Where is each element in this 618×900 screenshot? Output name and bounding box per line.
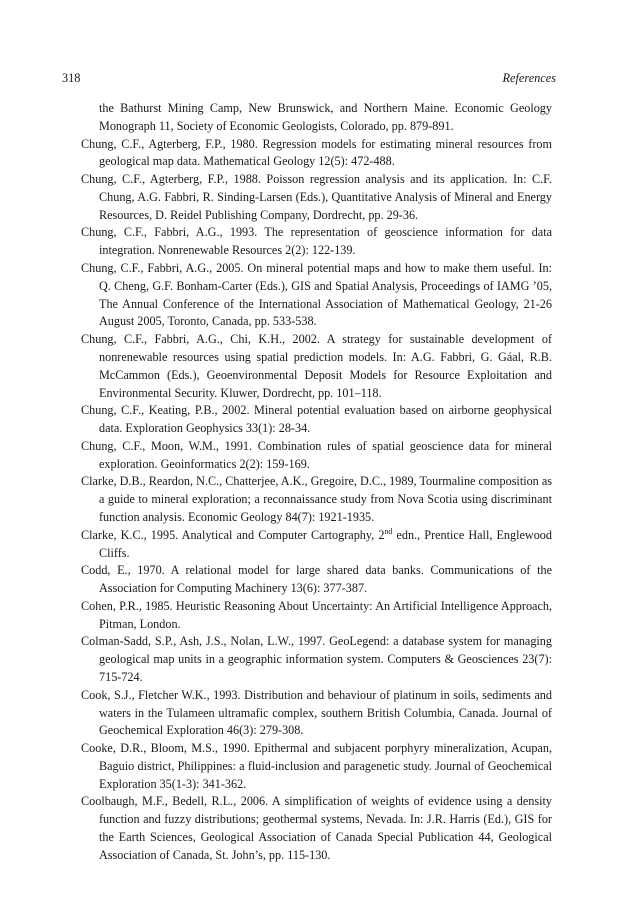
reference-entry: Chung, C.F., Keating, P.B., 2002. Mineral potential evaluation based on airborne geophysical data. Exploration Geophysics 33(1): 28-34. xyxy=(81,403,552,436)
reference-entry: Chung, C.F., Agterberg, F.P., 1988. Poisson regression analysis and its application. In: C.F. Chung, A.G. Fabbri, R. Sinding-Larsen (Eds.), Quantitative Analysis of Mineral and Energy Resources, D. Reidel Publishing Company, Dordrecht, pp. 29-36. xyxy=(81,172,552,222)
reference-entry: Codd, E., 1970. A relational model for large shared data banks. Communications of the Association for Computing Machinery 13(6): 377-387. xyxy=(81,563,552,596)
reference-entry: Chung, C.F., Agterberg, F.P., 1980. Regression models for estimating mineral resources from geological map data. Mathematical Geology 12(5): 472-488. xyxy=(81,136,552,169)
reference-entry: Chung, C.F., Fabbri, A.G., 2005. On mineral potential maps and how to make them useful. In: Q. Cheng, G.F. Bonham-Carter (Eds.), GIS and Spatial Analysis, Proceedings of IAMG ’05, The Annual Conference of the International Association of Mathematical Geology, 21-26 August 2005, Toronto, Canada, pp. 533-538. xyxy=(81,261,552,329)
running-title: References xyxy=(502,71,556,85)
reference-entry: Chung, C.F., Fabbri, A.G., 1993. The representation of geoscience information for data integration. Nonrenewable Resources 2(2): 122-139. xyxy=(81,225,552,258)
reference-text: Clarke, K.C., 1995. Analytical and Computer Cartography, 2 xyxy=(81,527,385,542)
reference-entry: Clarke, D.B., Reardon, N.C., Chatterjee, A.K., Gregoire, D.C., 1989, Tourmaline composition as a guide to mineral exploration; a reconnaissance study from Nova Scotia using discriminant function analysis. Economic Geology 84(7): 1921-1935. xyxy=(81,474,552,524)
superscript: nd xyxy=(384,526,393,536)
reference-entry: Cohen, P.R., 1985. Heuristic Reasoning About Uncertainty: An Artificial Intelligence Approach, Pitman, London. xyxy=(81,598,552,631)
reference-entry xyxy=(81,527,552,563)
reference-text: edn., Prentice Hall, Englewood Cliffs. xyxy=(99,527,552,560)
reference-entry: Colman-Sadd, S.P., Ash, J.S., Nolan, L.W., 1997. GeoLegend: a database system for managing geological map units in a geographic information system. Computers & Geosciences 23(7): 715-724. xyxy=(81,634,552,684)
reference-entry: Cooke, D.R., Bloom, M.S., 1990. Epithermal and subjacent porphyry mineralization, Acupan, Baguio district, Philippines: a fluid-inclusion and paragenetic study. Journal of Geochemical Exploration 35(1-3): 341-362. xyxy=(81,741,552,791)
reference-entry: the Bathurst Mining Camp, New Brunswick, and Northern Maine. Economic Geology Monograph 11, Society of Economic Geologists, Colorado, pp. 879-891. xyxy=(99,101,552,133)
reference-entry: Coolbaugh, M.F., Bedell, R.L., 2006. A simplification of weights of evidence using a density function and fuzzy distributions; geothermal systems, Nevada. In: J.R. Harris (Ed.), GIS for the Earth Sciences, Geological Association of Canada Special Publication 44, Geological Association of Canada, St. John’s, pp. 115-130. xyxy=(81,794,552,862)
reference-list xyxy=(81,100,552,865)
page-number: 318 xyxy=(62,71,81,85)
reference-entry: Chung, C.F., Fabbri, A.G., Chi, K.H., 2002. A strategy for sustainable development of nonrenewable resources using spatial prediction models. In: A.G. Fabbri, G. Gáal, R.B. McCammon (Eds.), Geoenvironmental Deposit Models for Resource Exploitation and Environmental Security. Kluwer, Dordrecht, pp. 101–118. xyxy=(81,332,552,400)
reference-entry: Cook, S.J., Fletcher W.K., 1993. Distribution and behaviour of platinum in soils, sediments and waters in the Tulameen ultramafic complex, southern British Columbia, Canada. Journal of Geochemical Exploration 46(3): 279-308. xyxy=(81,687,552,738)
page-header xyxy=(62,70,556,86)
reference-entry: Chung, C.F., Moon, W.M., 1991. Combination rules of spatial geoscience data for mineral exploration. Geoinformatics 2(2): 159-169. xyxy=(81,438,552,471)
